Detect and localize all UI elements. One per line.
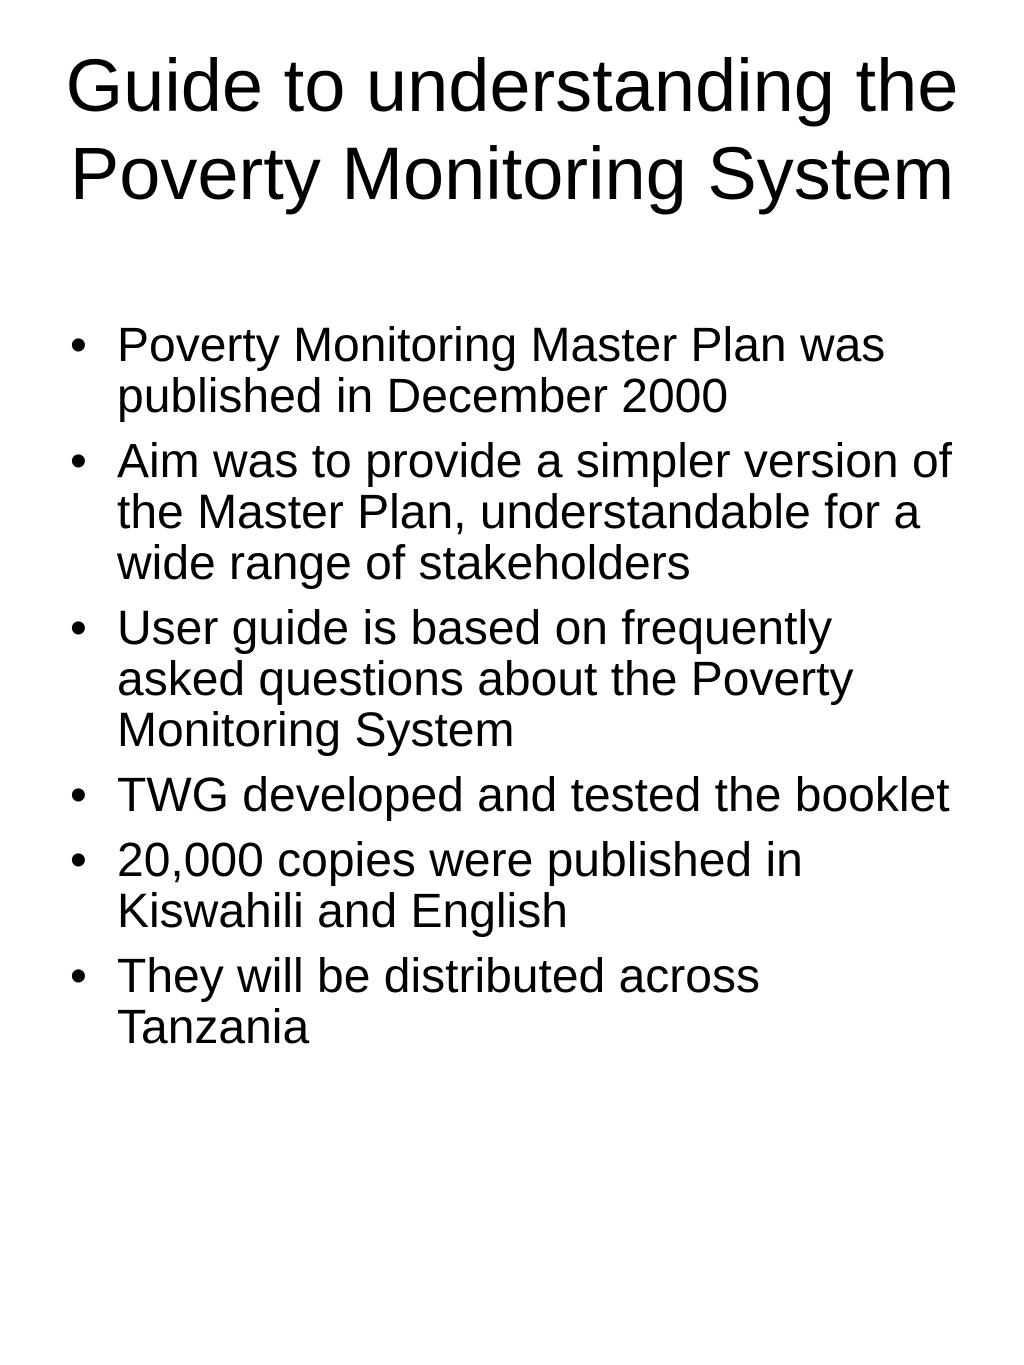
bullet-text: They will be distributed across Tanzania: [117, 950, 760, 1054]
bullet-item: [0, 770, 1024, 821]
bullet-icon: •: [70, 319, 87, 372]
bullet-icon: •: [70, 769, 87, 822]
bullet-icon: •: [70, 950, 87, 1003]
bullet-list: [0, 320, 1024, 1067]
bullet-icon: •: [70, 602, 87, 655]
bullet-item: [0, 320, 1024, 422]
bullet-text: Aim was to provide a simpler version of the Master Plan, understandable for a wide range of stakeholders: [117, 435, 952, 590]
bullet-item: [0, 436, 1024, 589]
bullet-icon: •: [70, 834, 87, 887]
bullet-item: [0, 603, 1024, 756]
bullet-text: User guide is based on frequently asked questions about the Poverty Monitoring System: [117, 602, 854, 757]
bullet-icon: •: [70, 435, 87, 488]
bullet-item: [0, 951, 1024, 1053]
bullet-text: Poverty Monitoring Master Plan was published in December 2000: [117, 319, 886, 423]
slide-title: Guide to understanding the Poverty Monitoring System: [65, 44, 959, 215]
bullet-text: TWG developed and tested the booklet: [117, 769, 950, 822]
bullet-item: [0, 835, 1024, 937]
bullet-text: 20,000 copies were published in Kiswahili and English: [117, 834, 803, 938]
